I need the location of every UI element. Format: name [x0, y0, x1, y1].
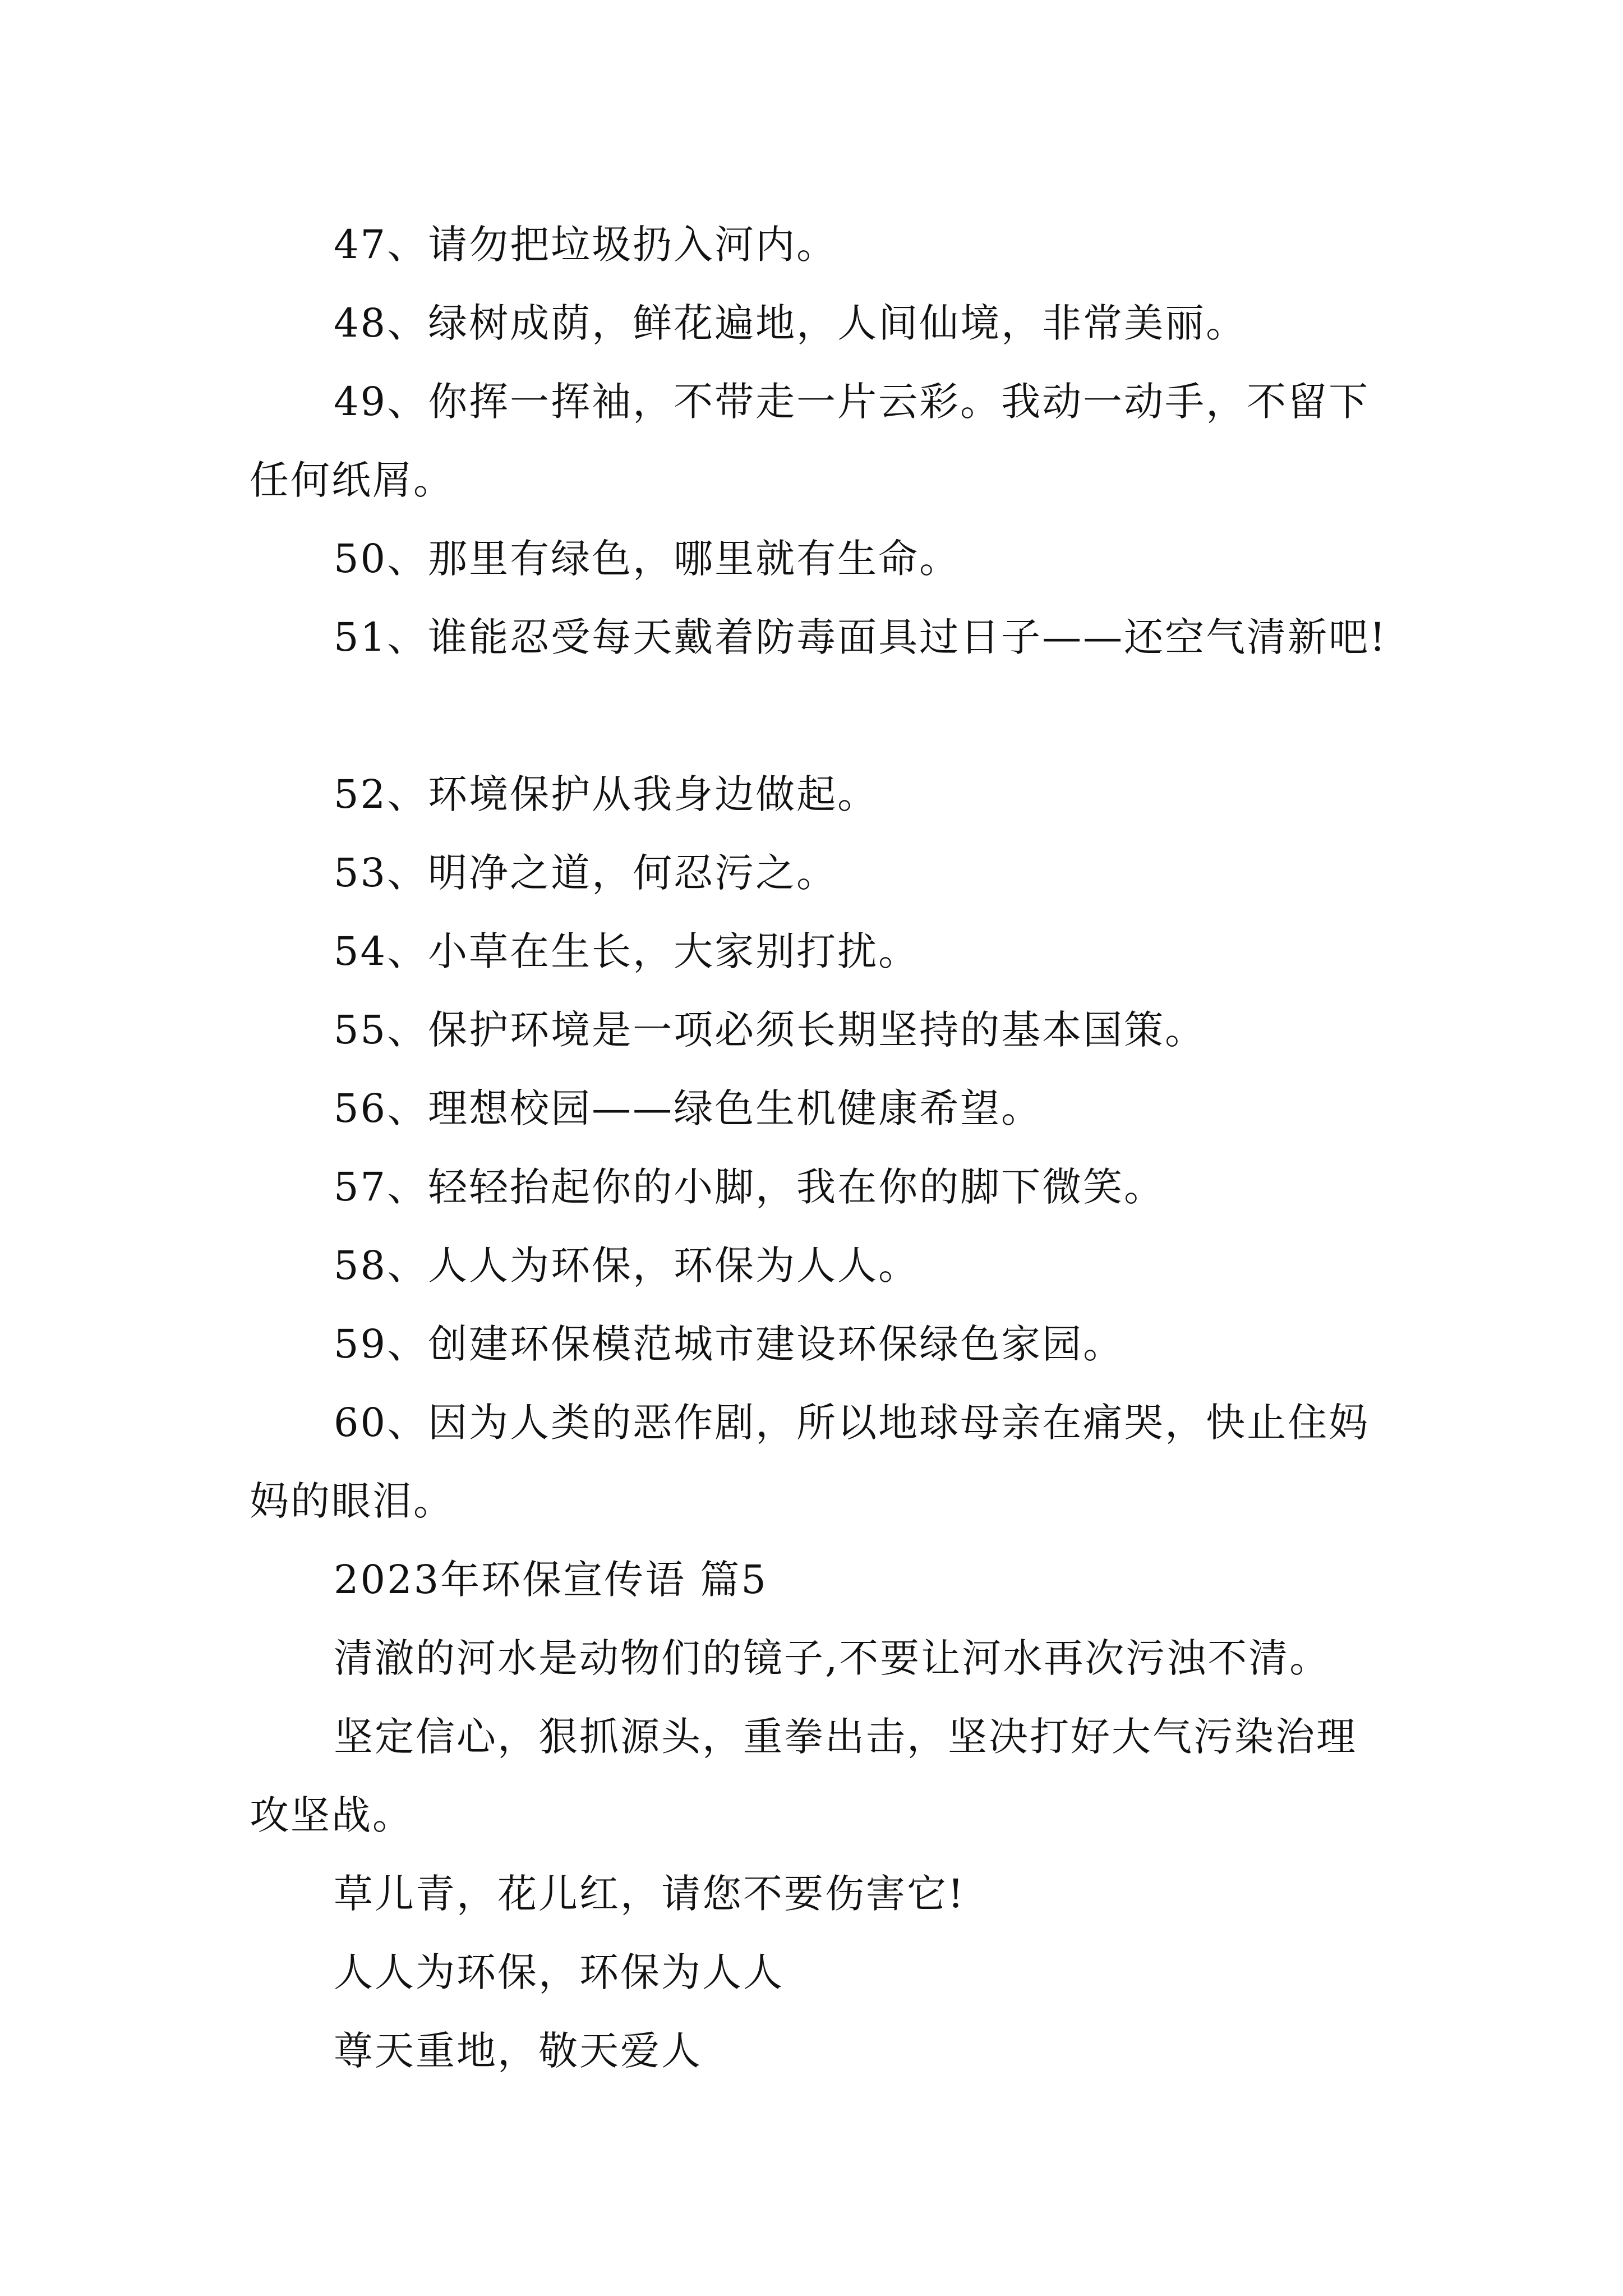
slogan-52: 52、环境保护从我身边做起。	[334, 771, 879, 817]
slogan-55: 55、保护环境是一项必须长期坚持的基本国策。	[334, 1007, 1206, 1053]
slogan-51: 51、谁能忍受每天戴着防毒面具过日子——还空气清新吧!	[334, 614, 1387, 660]
slogan-53: 53、明净之道，何忍污之。	[334, 850, 838, 896]
slogan-47: 47、请勿把垃圾扔入河内。	[334, 222, 838, 268]
slogan-58: 58、人人为环保，环保为人人。	[334, 1243, 920, 1289]
slogan-49: 49、你挥一挥袖，不带走一片云彩。我动一动手，不留下任何纸屑。	[250, 379, 1370, 503]
section-heading: 2023年环保宣传语 篇5	[334, 1557, 768, 1603]
section-slogan-4: 人人为环保，环保为人人	[334, 1949, 784, 1995]
slogan-48: 48、绿树成荫，鲜花遍地，人间仙境，非常美丽。	[334, 300, 1247, 346]
slogan-54: 54、小草在生长，大家别打扰。	[334, 928, 920, 974]
section-slogan-3: 草儿青，花儿红，请您不要伤害它!	[334, 1871, 966, 1917]
slogan-50: 50、那里有绿色，哪里就有生命。	[334, 536, 961, 582]
section-slogan-1: 清澈的河水是动物们的镜子,不要让河水再次污浊不清。	[334, 1635, 1331, 1681]
slogan-56: 56、理想校园——绿色生机健康希望。	[334, 1085, 1043, 1131]
slogan-59: 59、创建环保模范城市建设环保绿色家园。	[334, 1321, 1124, 1367]
slogan-57: 57、轻轻抬起你的小脚，我在你的脚下微笑。	[334, 1164, 1165, 1210]
slogan-60: 60、因为人类的恶作剧，所以地球母亲在痛哭，快止住妈妈的眼泪。	[250, 1400, 1370, 1524]
section-slogan-5: 尊天重地，敬天爱人	[334, 2028, 702, 2074]
section-slogan-2: 坚定信心，狠抓源头，重拳出击，坚决打好大气污染治理攻坚战。	[250, 1714, 1357, 1838]
